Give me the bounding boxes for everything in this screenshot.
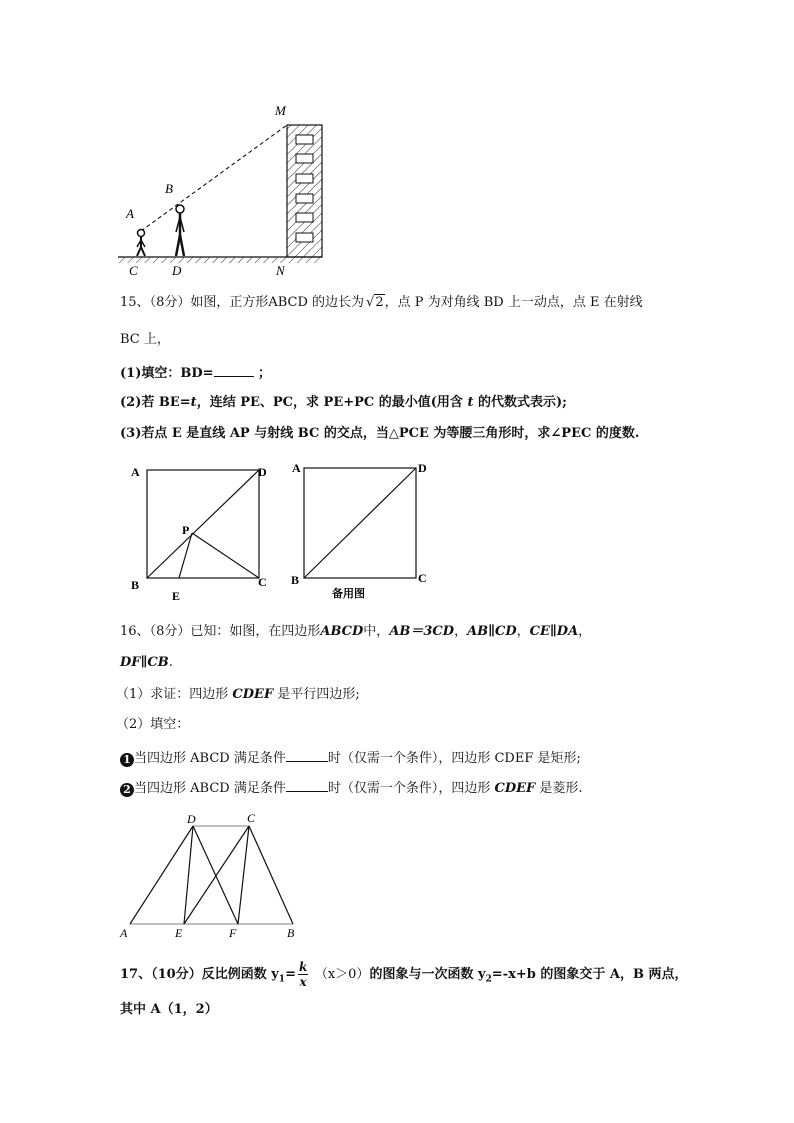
q17-sub2: 2: [485, 974, 492, 985]
q16-sep: ，: [454, 624, 468, 639]
q16-line2: [120, 654, 173, 672]
q15-score: （8分）: [149, 295, 191, 310]
circled-number-1: 1: [120, 753, 134, 767]
label-D: D: [258, 465, 267, 479]
building-window: [296, 213, 313, 222]
tall-person-head: [176, 205, 184, 213]
building-window: [296, 154, 313, 163]
q16-cond-rect: [120, 749, 581, 768]
q16-p1-a: （1）求证：四边形: [116, 687, 229, 702]
diagonal-BD: [147, 470, 259, 578]
figure-square-abcd: [0, 455, 794, 605]
q16-line1: 16、（8分）已知：如图，在四边形ABCD中，AB＝3CD，AB∥CD，CE∥DA，: [120, 624, 592, 639]
ground-hatch: [118, 257, 322, 263]
q16-score: （8分）: [149, 624, 191, 639]
q16-p1-var: CDEF: [232, 687, 274, 702]
label-B: B: [131, 578, 140, 592]
q16-p1-b: 是平行四边形;: [277, 687, 360, 702]
q15-part3: [120, 425, 639, 443]
segment-CB: [249, 826, 293, 924]
label-M: M: [275, 103, 286, 118]
q16-part2: [116, 716, 189, 734]
backup-label-C: C: [418, 571, 427, 585]
q16-c2-var: CDEF: [494, 781, 536, 796]
segment-PC: [192, 533, 259, 578]
label-C: C: [129, 263, 138, 278]
backup-label-B: B: [291, 573, 300, 587]
building-window: [296, 194, 313, 203]
q16-sep: ，: [578, 624, 592, 639]
q15-stem-a: 如图，正方形ABCD 的边长为: [190, 295, 365, 310]
building-window: [296, 233, 313, 242]
label-B: B: [287, 926, 295, 940]
q16-c2-c: 是菱形.: [539, 781, 583, 796]
q16-stem-a: 已知：如图，在四边形: [190, 624, 321, 639]
q16-quad: ABCD: [320, 624, 364, 639]
label-D: D: [172, 263, 182, 278]
label-D: D: [187, 812, 196, 826]
figure-building-shadow: [0, 0, 794, 290]
q16-c2-b: 时（仅需一个条件），四边形: [327, 781, 491, 796]
q15-p1-b: ；: [258, 366, 272, 381]
sight-line: [141, 125, 287, 231]
building-window: [296, 174, 313, 183]
q16-cond1: AB＝3CD: [389, 624, 455, 639]
q17-sub1: 1: [278, 974, 286, 985]
circled-number-2: 2: [120, 783, 134, 797]
q17-line2-text: 其中 A（1，2）: [120, 1002, 218, 1017]
backup-label-D: D: [418, 461, 427, 475]
q17-eq: =: [285, 967, 296, 982]
segment-DE: [184, 826, 193, 924]
q16-c2-a: 当四边形 ABCD 满足条件: [134, 781, 286, 796]
q15-p2-b: ，连结 PE、PC，求 PE+PC 的最小值(用含: [196, 395, 463, 410]
q17-score: （10分）: [151, 967, 202, 982]
q15-p2-c: 的代数式表示);: [478, 395, 567, 410]
q16-c1-b: 时（仅需一个条件），四边形 CDEF 是矩形;: [327, 751, 581, 766]
q15-stem-b: ，点 P 为对角线 BD 上一动点，点 E 在射线: [384, 295, 643, 310]
q16-end: .: [168, 655, 173, 670]
q15-stem-c: BC 上，: [120, 332, 170, 347]
label-C: C: [247, 811, 256, 825]
label-A: A: [126, 206, 134, 221]
q16-stem-b: 中，: [363, 624, 390, 639]
label-E: E: [175, 926, 183, 940]
building-window: [296, 135, 313, 144]
fraction-k-over-x: [298, 960, 308, 989]
q17-stem-b: 的图象与一次函数 y: [369, 967, 486, 982]
label-N: N: [276, 263, 285, 278]
sqrt-symbol: √2: [366, 295, 384, 310]
answer-blank[interactable]: [214, 364, 254, 377]
label-A: A: [131, 465, 140, 479]
backup-label-A: A: [292, 461, 301, 475]
q17-stem-c: =-x+b 的图象交于 A，B 两点，: [491, 967, 688, 982]
frac-numerator: k: [298, 960, 308, 974]
q15-line1: 15、（8分）如图，正方形ABCD 的边长为 √2，点 P 为对角线 BD 上一动点，点 E 在射线: [120, 295, 643, 310]
q16-p2: （2）填空：: [116, 717, 190, 732]
q15-part1: [120, 364, 271, 383]
q15-line2: [120, 331, 170, 349]
q15-p3: (3)若点 E 是直线 AP 与射线 BC 的交点，当△PCE 为等腰三角形时，求∠PEC 的度数.: [120, 426, 640, 441]
segment-DF: [193, 826, 238, 924]
q15-number: 15: [120, 295, 137, 310]
frac-denominator: x: [299, 975, 307, 989]
q17-number: 17: [120, 967, 139, 982]
q16-cond2: AB∥CD: [467, 624, 517, 639]
q16-c1-a: 当四边形 ABCD 满足条件: [134, 751, 286, 766]
label-P: P: [182, 523, 190, 537]
diagonal-backup: [304, 468, 416, 578]
q17-line2: [120, 1001, 218, 1019]
q16-part1: [116, 686, 360, 704]
answer-blank[interactable]: [286, 779, 328, 792]
label-B: B: [165, 181, 173, 196]
q15-p2-var: t: [190, 395, 197, 410]
q16-cond-rhombus: [120, 779, 583, 798]
q17-stem-a: 反比例函数 y: [201, 967, 279, 982]
answer-blank[interactable]: [286, 749, 328, 762]
q16-number: 16: [120, 624, 137, 639]
label-A: A: [120, 926, 128, 940]
segment-AD: [130, 826, 193, 924]
segment-PE: [179, 533, 192, 578]
q17-line1: 17、（10分）反比例函数 $y_1=$ $\frac{k}{x}$ （x＞0）的图象与一次函数 $y_2=-x+b$ 的图象交于 A，B 两点，: [120, 960, 688, 989]
q15-radicand: 2: [375, 295, 384, 310]
label-C: C: [258, 575, 267, 589]
figure-trapezoid-abcd: [0, 805, 794, 945]
label-E: E: [172, 589, 181, 603]
q17-domain: （x＞0）: [314, 967, 370, 982]
q15-p2-var2: t: [467, 395, 474, 410]
q15-p1-a: (1)填空：BD=: [120, 366, 214, 381]
label-F: F: [229, 926, 237, 940]
backup-caption: 备用图: [332, 587, 365, 600]
q16-cond4: DF∥CB: [120, 655, 169, 670]
q16-sep: ，: [516, 624, 530, 639]
q15-p2-a: (2)若 BE=: [120, 395, 191, 410]
q15-part2: [120, 394, 567, 412]
q16-cond3: CE∥DA: [529, 624, 579, 639]
small-person-head: [138, 230, 145, 237]
